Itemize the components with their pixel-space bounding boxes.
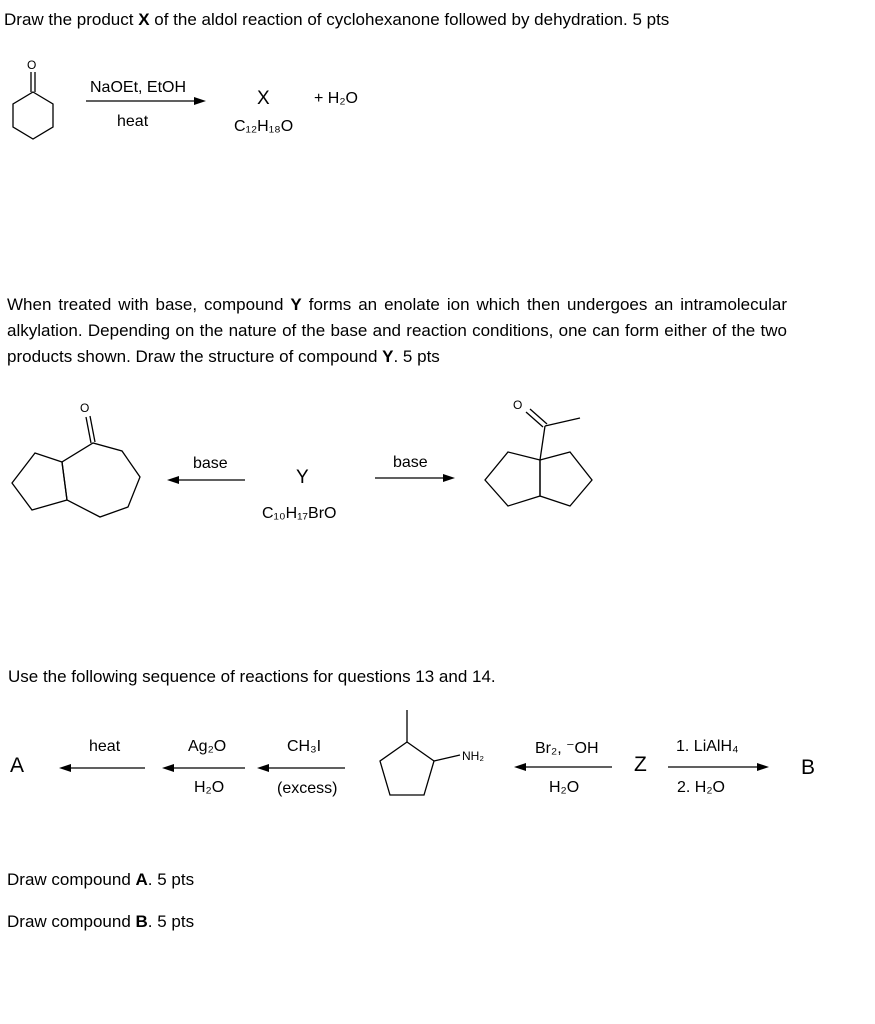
compound-y-bold-2: Y [382,347,394,366]
q1-product-label: X [257,88,270,109]
reagent-ch3i: CH₃I [287,738,322,755]
right-product-oxygen: O [513,398,523,412]
amine-starting-structure [380,710,484,795]
arrow-heat [59,764,145,772]
amine-bond [434,755,460,761]
reagent-ag2o: Ag₂O [188,738,227,755]
cyclohexanone-oxygen: O [27,58,37,72]
compound-b-bold: B [135,912,148,931]
reagent-h2o-3: 2. H₂O [677,779,725,796]
arrow-br2 [514,763,612,771]
question-1-prompt: Draw the product X of the aldol reaction of cyclohexanone followed by dehydration. 5 pts [4,10,670,29]
q1-reagent-above: NaOEt, EtOH [90,79,187,96]
q2-compound-y-formula: C₁₀H₁₇BrO [262,505,337,522]
q2-left-reagent: base [193,455,228,472]
q1-water-byproduct: + H₂O [314,90,358,107]
amine-cyclopentane-ring [380,742,434,795]
compound-b-label: B [801,756,816,779]
reagent-h2o-1: H₂O [194,779,225,796]
q2-compound-y-label: Y [296,467,309,488]
compound-a-bold: A [135,870,148,889]
reagent-heat: heat [89,738,121,755]
arrow-lialh4 [668,763,769,771]
question-3-intro: Use the following sequence of reactions for questions 13 and 14. [8,667,496,686]
reagent-h2o-2: H₂O [549,779,580,796]
arrow-ch3i [257,764,345,772]
question-2-prompt: When treated with base, compound Y forms an enolate ion which then undergoes an intramolecular alkylation. Depending on the nature of the base and reaction conditions, one can form either of the two products shown. Draw the structure of compound Y. 5 pts [7,295,787,366]
amine-nh2-label: NH₂ [462,749,484,763]
reagent-br2-oh: Br₂, ⁻OH [535,740,599,757]
q2-right-reagent: base [393,454,428,471]
question-13-prompt: Draw compound A. 5 pts [7,870,195,889]
compound-a-label: A [10,754,25,777]
left-product-oxygen: O [80,401,90,415]
q1-product-formula: C₁₂H₁₈O [234,118,294,135]
compound-y-bold-1: Y [290,295,302,314]
question-14-prompt: Draw compound B. 5 pts [7,912,195,931]
reagent-lialh4: 1. LiAlH₄ [676,738,739,755]
compound-x-bold: X [138,10,150,29]
q1-reagent-below: heat [117,113,149,130]
arrow-ag2o [162,764,245,772]
compound-z-label: Z [634,753,647,776]
reagent-excess: (excess) [277,780,338,797]
